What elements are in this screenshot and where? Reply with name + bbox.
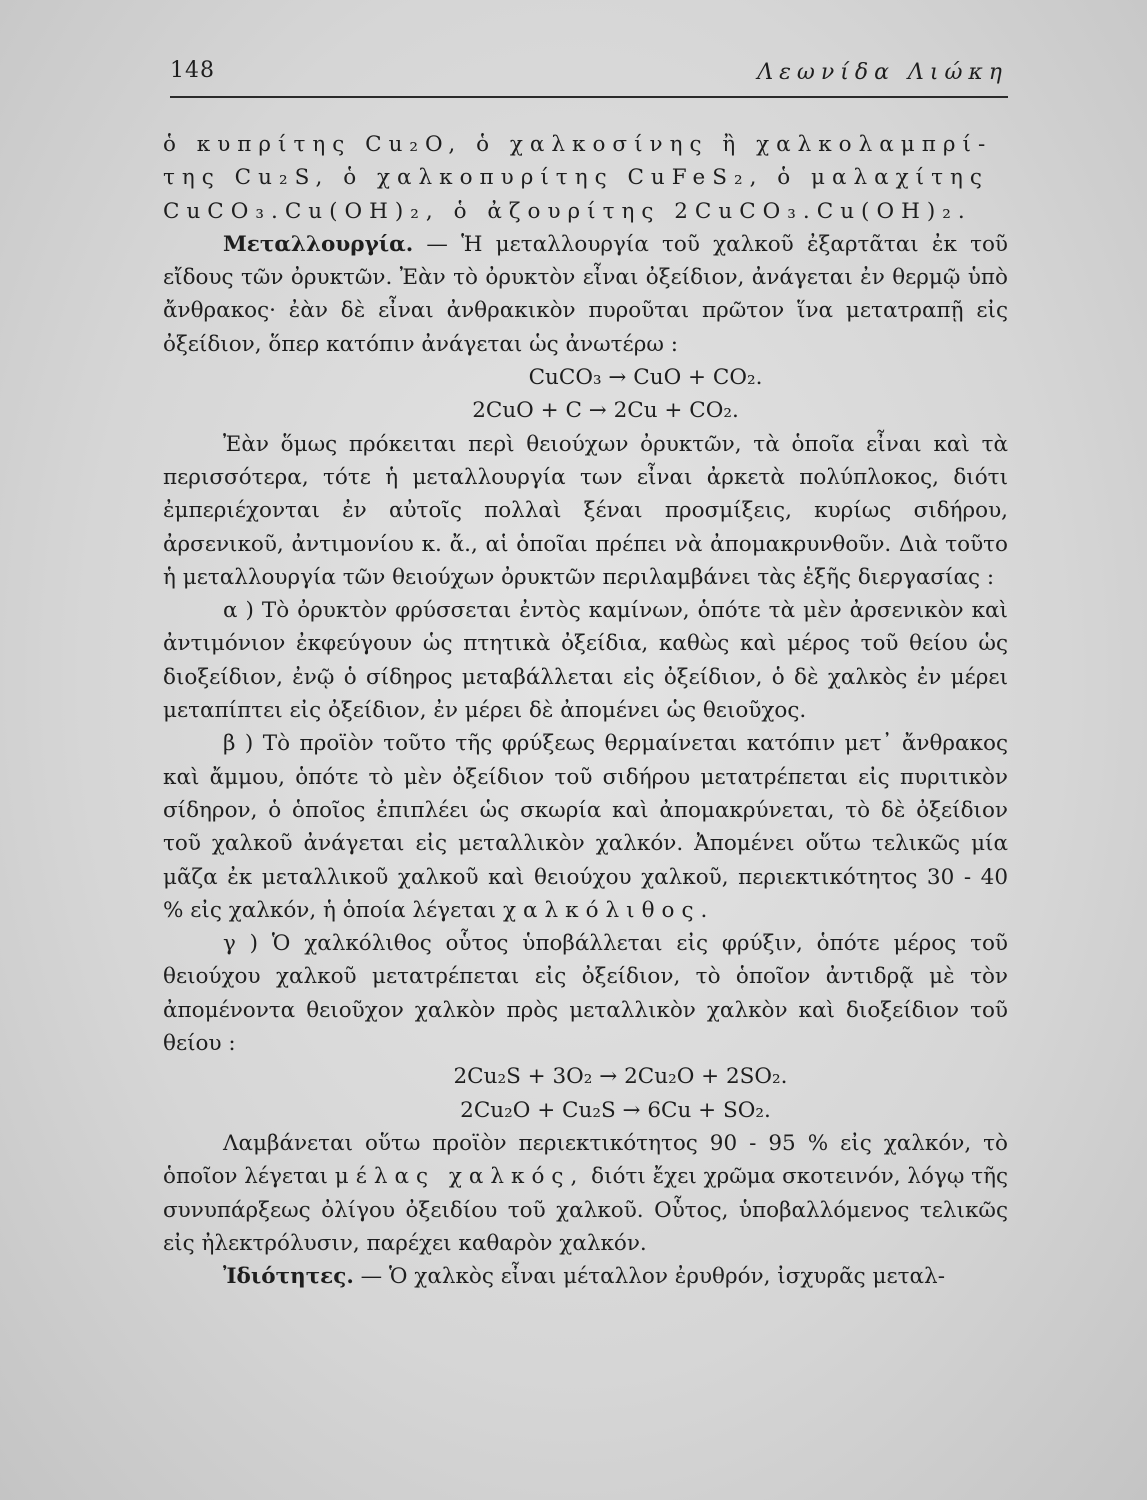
step-beta-paragraph <box>163 727 1008 927</box>
page-header <box>170 58 1008 92</box>
step-beta-text: β ) Τὸ προϊὸν τοῦτο τῆς φρύξεως θερμαίνεται κατόπιν μετ᾽ ἄνθρακος καὶ ἄμμου, ὁπότε τὸ μὲν ὀξείδιον τοῦ σιδήρου μετατρέπεται εἰς πυριτικὸν σίδηρον, ὁ ὁποῖος ἐπιπλέει ὡς σκωρία καὶ ἀπομακρύνεται, τὸ δὲ ὀξείδιον τοῦ χαλκοῦ ἀνάγεται εἰς μεταλλικὸν χαλκόν. Ἀπομένει οὕτω τελικῶς μία μᾶζα ἐκ μεταλλικοῦ χαλκοῦ καὶ θειούχου χαλκοῦ, περιεκτικότητος 30 - 40 % εἰς χαλκόν, ἡ ὁποία λέγεται <box>163 731 1008 923</box>
term-black-copper: μέλας χαλκός, <box>334 1164 585 1190</box>
ore-list-line-1: ὁ κυπρίτης Cu₂O, ὁ χαλκοσίνης ἢ χαλκολαμπρί- <box>163 132 993 157</box>
page-number: 148 <box>170 58 215 83</box>
equation-2: 2CuO + C → 2Cu + CO₂. <box>472 398 739 424</box>
ore-list-line-3: CuCO₃.Cu(OH)₂, ὁ ἀζουρίτης 2CuCO₃.Cu(OH)₂. <box>163 198 972 224</box>
black-copper-text-a: Λαμβάνεται οὕτω προϊὸν περιεκτικότητος 90 - 95 % εἰς χαλκόν, τὸ ὁποῖον λέγεται <box>163 1130 1008 1190</box>
equation-3: 2Cu₂S + 3O₂ → 2Cu₂O + 2SO₂. <box>453 1064 788 1090</box>
sulfide-ores-paragraph: Ἐὰν ὅμως πρόκειται περὶ θειούχων ὀρυκτῶν, τὰ ὁποῖα εἶναι καὶ τὰ περισσότερα, τότε ἡ μεταλλουργία των εἶναι ἀρκετὰ πολύπλοκος, διότι ἐμπεριέχονται ἐν αὐτοῖς πολλαὶ ξέναι προσμίξεις, κυρίως σιδήρου, ἀρσενικοῦ, ἀντιμονίου κ. ἄ., αἱ ὁποῖαι πρέπει νὰ ἀπομακρυνθοῦν. Διὰ τοῦτο ἡ μεταλλουργία τῶν θειούχων ὀρυκτῶν περιλαμβάνει τὰς ἑξῆς διεργασίας : <box>163 431 1008 590</box>
black-copper-paragraph <box>163 1127 1008 1260</box>
header-rule <box>170 96 1008 98</box>
properties-heading: Ἰδιότητες. <box>223 1264 354 1290</box>
metallurgy-text: — Ἡ μεταλλουργία τοῦ χαλκοῦ ἐξαρτᾶται ἐκ τοῦ εἴδους τῶν ὀρυκτῶν. Ἐὰν τὸ ὀρυκτὸν εἶναι ὀξείδιον, ἀνάγεται ἐν θερμῷ ὑπὸ ἄνθρακος· ἐὰν δὲ εἶναι ἀνθρακικὸν πυροῦται πρῶτον ἵνα μετατραπῇ εἰς ὀξείδιον, ὅπερ κατόπιν ἀνάγεται ὡς ἀνωτέρω : <box>163 231 1008 357</box>
properties-paragraph <box>163 1260 1008 1293</box>
properties-text: — Ὁ χαλκὸς εἶναι μέταλλον ἐρυθρόν, ἰσχυρᾶς μεταλ- <box>353 1264 945 1290</box>
running-title: Λεωνίδα Λιώκη <box>757 60 1008 85</box>
equation-1: CuCO₃ → CuO + CO₂. <box>528 365 763 391</box>
metallurgy-heading: Μεταλλουργία. <box>223 231 414 257</box>
step-alpha-paragraph: α ) Τὸ ὀρυκτὸν φρύσσεται ἐντὸς καμίνων, ὁπότε τὰ μὲν ἀρσενικὸν καὶ ἀντιμόνιον ἐκφεύγουν ὡς πτητικὰ ὀξείδια, καθὼς καὶ μέρος τοῦ θείου ὡς διοξείδιον, ἐνῷ ὁ σίδηρος μεταβάλλεται εἰς ὀξείδιον, ὁ δὲ χαλκὸς ἐν μέρει μεταπίπτει εἰς ὀξείδιον, ἐν μέρει δὲ ἀπομένει ὡς θειοῦχος. <box>163 598 1008 724</box>
ore-list-line-2: της Cu₂S, ὁ χαλκοπυρίτης CuFeS₂, ὁ μαλαχίτης <box>163 165 989 191</box>
black-copper-text-b: διότι ἔχει χρῶμα σκοτεινόν, λόγῳ τῆς συνυπάρξεως ὀλίγου ὀξειδίου τοῦ χαλκοῦ. Οὗτος, ὑποβαλλόμενος τελικῶς εἰς ἠλεκτρόλυσιν, παρέχει καθαρὸν χαλκόν. <box>163 1164 1009 1256</box>
step-gamma-paragraph: γ ) Ὁ χαλκόλιθος οὗτος ὑποβάλλεται εἰς φρύξιν, ὁπότε μέρος τοῦ θειούχου χαλκοῦ μετατρέπεται εἰς ὀξείδιον, τὸ ὁποῖον ἀντιδρᾷ μὲ τὸν ἀπομένοντα θειοῦχον χαλκὸν πρὸς μεταλλικὸν χαλκὸν καὶ διοξείδιον τοῦ θείου : <box>163 931 1008 1057</box>
page-body <box>163 128 1008 1293</box>
term-chalkolithos: χαλκόλιθος. <box>502 897 715 923</box>
metallurgy-paragraph <box>163 228 1008 361</box>
equation-4: 2Cu₂O + Cu₂S → 6Cu + SO₂. <box>460 1097 771 1123</box>
